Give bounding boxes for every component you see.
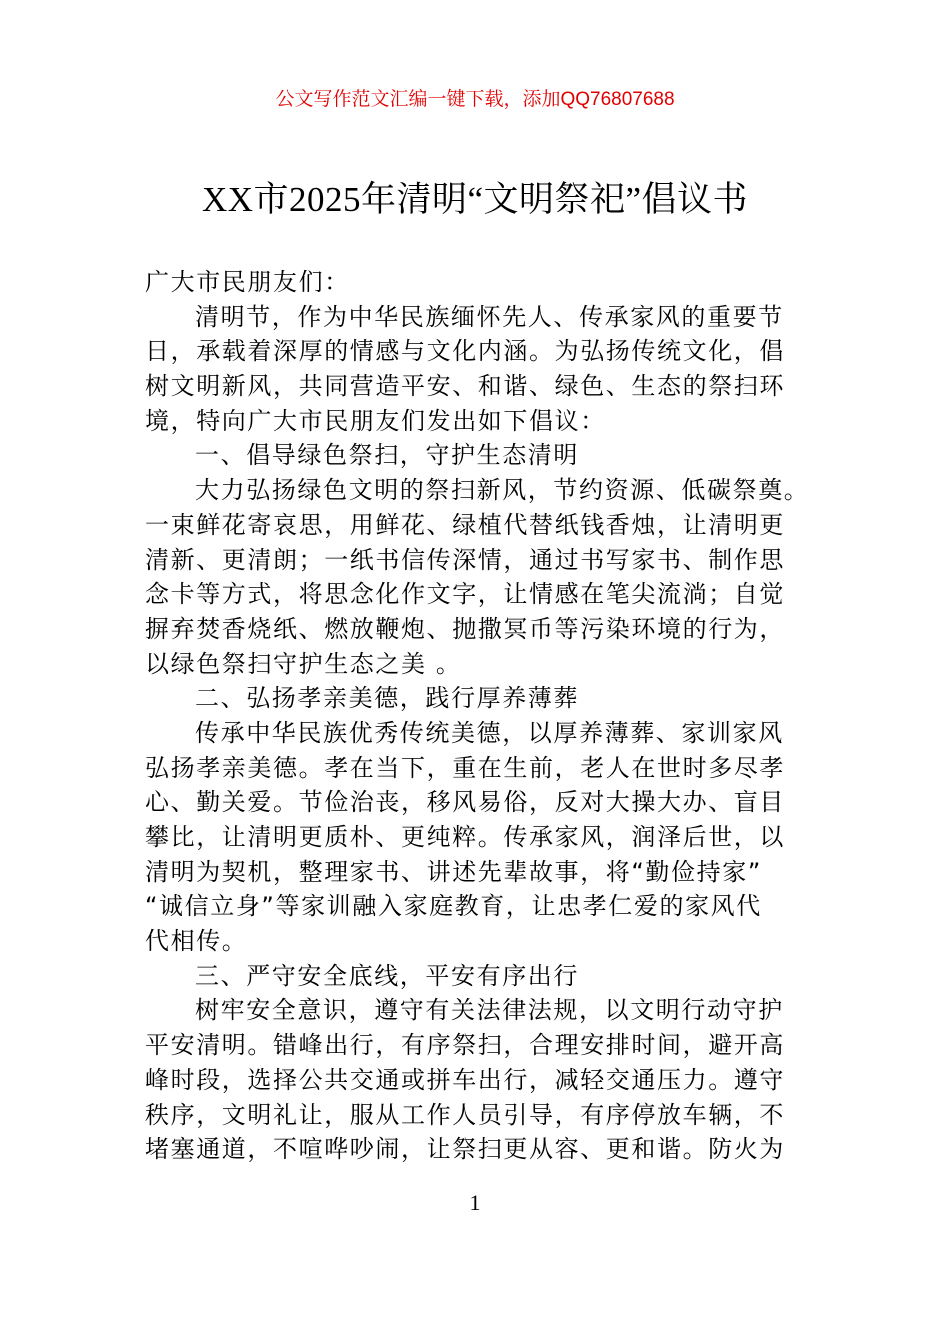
text-line: 日，承载着深厚的情感与文化内涵。为弘扬传统文化，倡 [145, 337, 785, 366]
text-line: 三、严守安全底线，平安有序出行 [195, 961, 579, 990]
document-body [145, 265, 815, 1167]
text-line: 传承中华民族优秀传统美德，以厚养薄葬、家训家风 [195, 718, 784, 747]
text-line: 以绿色祭扫守护生态之美 。 [145, 649, 462, 678]
text-line: 清明为契机，整理家书、讲述先辈故事，将“勤俭持家” [145, 857, 762, 886]
text-line: 弘扬孝亲美德。孝在当下，重在生前，老人在世时多尽孝 [145, 753, 785, 782]
text-line: 心、勤关爱。节俭治丧，移风易俗，反对大操大办、盲目 [145, 788, 785, 817]
text-line: 一束鲜花寄哀思，用鲜花、绿植代替纸钱香烛，让清明更 [145, 510, 785, 539]
text-line: 念卡等方式，将思念化作文字，让情感在笔尖流淌；自觉 [145, 580, 785, 609]
text-line: 堵塞通道，不喧哗吵闹，让祭扫更从容、更和谐。防火为 [145, 1135, 785, 1164]
text-line: 树牢安全意识，遵守有关法律法规，以文明行动守护 [195, 996, 784, 1025]
text-line: “诚信立身”等家训融入家庭教育，让忠孝仁爱的家风代 [145, 892, 762, 921]
document-title: XX市2025年清明“文明祭祀”倡议书 [201, 180, 749, 219]
text-line: 摒弃焚香烧纸、燃放鞭炮、抛撒冥币等污染环境的行为， [145, 614, 785, 643]
text-line: 一、倡导绿色祭扫，守护生态清明 [195, 441, 579, 470]
text-line: 平安清明。错峰出行，有序祭扫，合理安排时间，避开高 [145, 1031, 785, 1060]
text-line: 清新、更清朗；一纸书信传深情，通过书写家书、制作思 [145, 545, 785, 574]
text-line: 大力弘扬绿色文明的祭扫新风，节约资源、低碳祭奠。 [195, 476, 810, 505]
text-line: 代相传。 [145, 927, 248, 956]
text-line: 清明节，作为中华民族缅怀先人、传承家风的重要节 [195, 302, 784, 331]
text-line: 二、弘扬孝亲美德，践行厚养薄葬 [195, 684, 579, 713]
text-line: 树文明新风，共同营造平安、和谐、绿色、生态的祭扫环 [145, 372, 785, 401]
text-line: 境，特向广大市民朋友们发出如下倡议： [145, 406, 606, 435]
page-number: 1 [469, 1190, 481, 1215]
download-banner: 公文写作范文汇编一键下载，添加QQ76807688 [275, 89, 675, 110]
text-line: 秩序，文明礼让，服从工作人员引导，有序停放车辆，不 [145, 1100, 785, 1129]
text-line: 攀比，让清明更质朴、更纯粹。传承家风，润泽后世，以 [145, 823, 785, 851]
text-line: 广大市民朋友们： [145, 268, 350, 296]
text-line: 峰时段，选择公共交通或拼车出行，减轻交通压力。遵守 [145, 1065, 785, 1094]
